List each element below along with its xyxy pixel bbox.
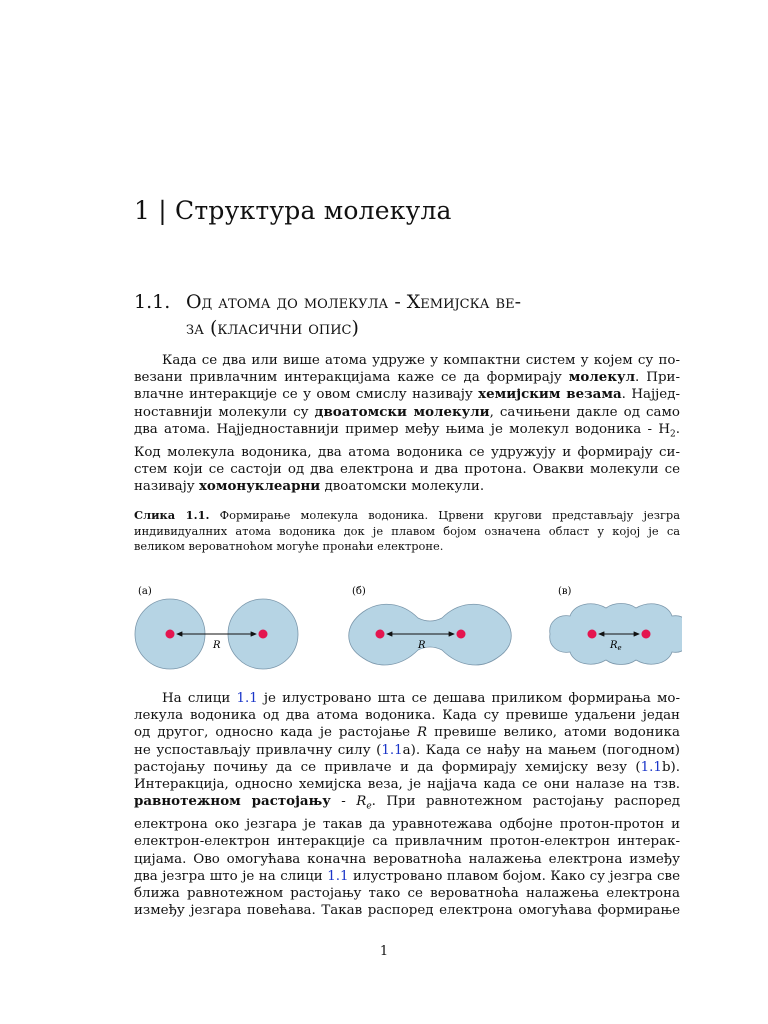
distance-symbol: R [610,640,618,651]
subscript: e [366,801,372,812]
text-run: илустровано плавом бојом. Како су језгра све [348,868,680,884]
nucleus [588,630,597,639]
nucleus [259,630,268,639]
hydrogen-molecule-figure [130,580,682,672]
text-line [134,690,680,707]
text-line [134,404,680,421]
text-line: електрон-електрон интеракције са привлачним протон-електрон интерак- [134,834,680,850]
text-run: је илустровано шта се дешава приликом формирања мо- [257,691,680,706]
text-run: влачне интеракције се у овом смислу називају [134,387,479,403]
text-run: . При- [635,370,680,386]
text-run: b). [661,759,680,775]
text-run: . [675,421,680,437]
text-line [134,742,680,759]
text-run: два језгра што је на слици [134,868,328,884]
text-line [134,421,680,444]
text-line: ближа равнотежном растојању тако се вероватноћа налажења електрона [134,885,680,901]
panel-label: (в) [558,586,572,597]
math-R: R [417,725,428,741]
chapter-heading [134,196,452,225]
section-title-line-2: за (класични опис) [186,317,359,339]
term-chemical-bonds: хемијским везама [478,386,622,403]
explanation-paragraph [134,690,680,919]
text-line [134,759,680,776]
distance-label: R [213,640,221,651]
text-run: - [330,794,357,810]
figure-reference-link[interactable]: 1.1 [640,759,662,775]
electron-cloud [349,604,512,665]
text-line [134,369,680,386]
text-run: , сачињени дакле од само [489,404,680,420]
section-number: 1.1. [134,291,171,313]
section-title-line-1: Од атома до молекула - Хемијска ве- [186,291,522,313]
caption-line: великом вероватноћом могуће пронаћи електроне. [134,539,444,553]
distance-subscript: e [617,644,622,652]
chapter-title: Структура молекула [175,196,452,225]
text-run: . Најјед- [621,387,680,403]
text-run: двоатомски молекули. [320,479,485,495]
figure-reference-link[interactable]: 1.1 [327,868,349,884]
text-run: превише велико, атоми водоника [427,725,680,741]
text-line: Интеракција, односно хемијска веза, је најјача када се они налазе на тзв. [134,777,680,793]
figure-caption [134,508,680,555]
page-number: 1 [379,944,389,959]
text-run: Формирање молекула водоника. Црвени кругови представљају језгра [209,508,680,522]
figure-panel-b [349,586,512,665]
text-line [134,478,680,495]
subscript: 2 [670,429,676,440]
text-run: а). Када се нађу на мањем (погодном) [402,742,681,758]
text-run: два атома. Најједноставнији пример међу њима је молекул водоника - H [134,421,670,437]
text-line: Код молекула водоника, два атома водоника се удружују и формирају си- [134,444,680,460]
term-equilibrium-distance: равнотежном растојању [134,793,331,810]
nucleus [457,630,466,639]
term-homonuclear: хомонуклеарни [198,478,321,495]
figure-panel-c [550,586,682,665]
text-run: растојању почињу да се привлаче и да формирају хемијску везу ( [134,759,641,775]
text-run: називају [134,479,199,495]
text-run: На слици [162,691,237,706]
term-molecule: молекул [568,369,636,386]
math-R: R [356,794,367,810]
chapter-separator: | [158,196,167,225]
text-line: стем који се састоји од два електрона и два протона. Овакви молекули се [134,461,680,477]
chapter-number: 1 [134,196,151,225]
text-line [134,724,680,741]
distance-label: R [418,640,426,651]
text-run: ноставнији молекули су [134,404,315,420]
term-diatomic-molecules: двоатомски молекули [314,403,490,420]
text-line [134,868,680,885]
panel-label: (б) [352,586,366,597]
text-run: . При равнотежном растојању распоред [371,794,680,810]
caption-line [134,508,680,524]
panel-label: (а) [138,586,152,597]
figure-reference-link[interactable]: 1.1 [236,691,258,706]
text-line: цијама. Ово омогућава коначна вероватноћа налажења електрона између [134,851,680,867]
nucleus [376,630,385,639]
text-run: не успостављају привлачну силу ( [134,742,382,758]
text-run: од другог, односно када је растојање [134,725,418,741]
text-run: везани привлачним интеракцијама каже се да формирају [134,370,569,386]
nucleus [166,630,175,639]
text-line [134,793,680,816]
text-line: електрона око језгара је такав да уравнотежава одбојне протон-протон и [134,817,680,833]
intro-paragraph [134,352,680,495]
text-line: Када се два или више атома удруже у компактни систем у којем су по- [162,353,680,368]
figure-panel-a [135,586,298,669]
caption-label: Слика 1.1. [134,508,210,522]
text-line: лекула водоника од два атома водоника. Када су превише удаљени један [134,708,680,724]
caption-line: индивидуалних атома водоника док је плавом бојом означена област у којој је са [134,523,680,538]
figure-reference-link[interactable]: 1.1 [381,742,403,758]
text-line: између језгара повећава. Такав распоред електрона омогућава формирање [134,903,680,919]
nucleus [642,630,651,639]
text-line [134,386,680,403]
